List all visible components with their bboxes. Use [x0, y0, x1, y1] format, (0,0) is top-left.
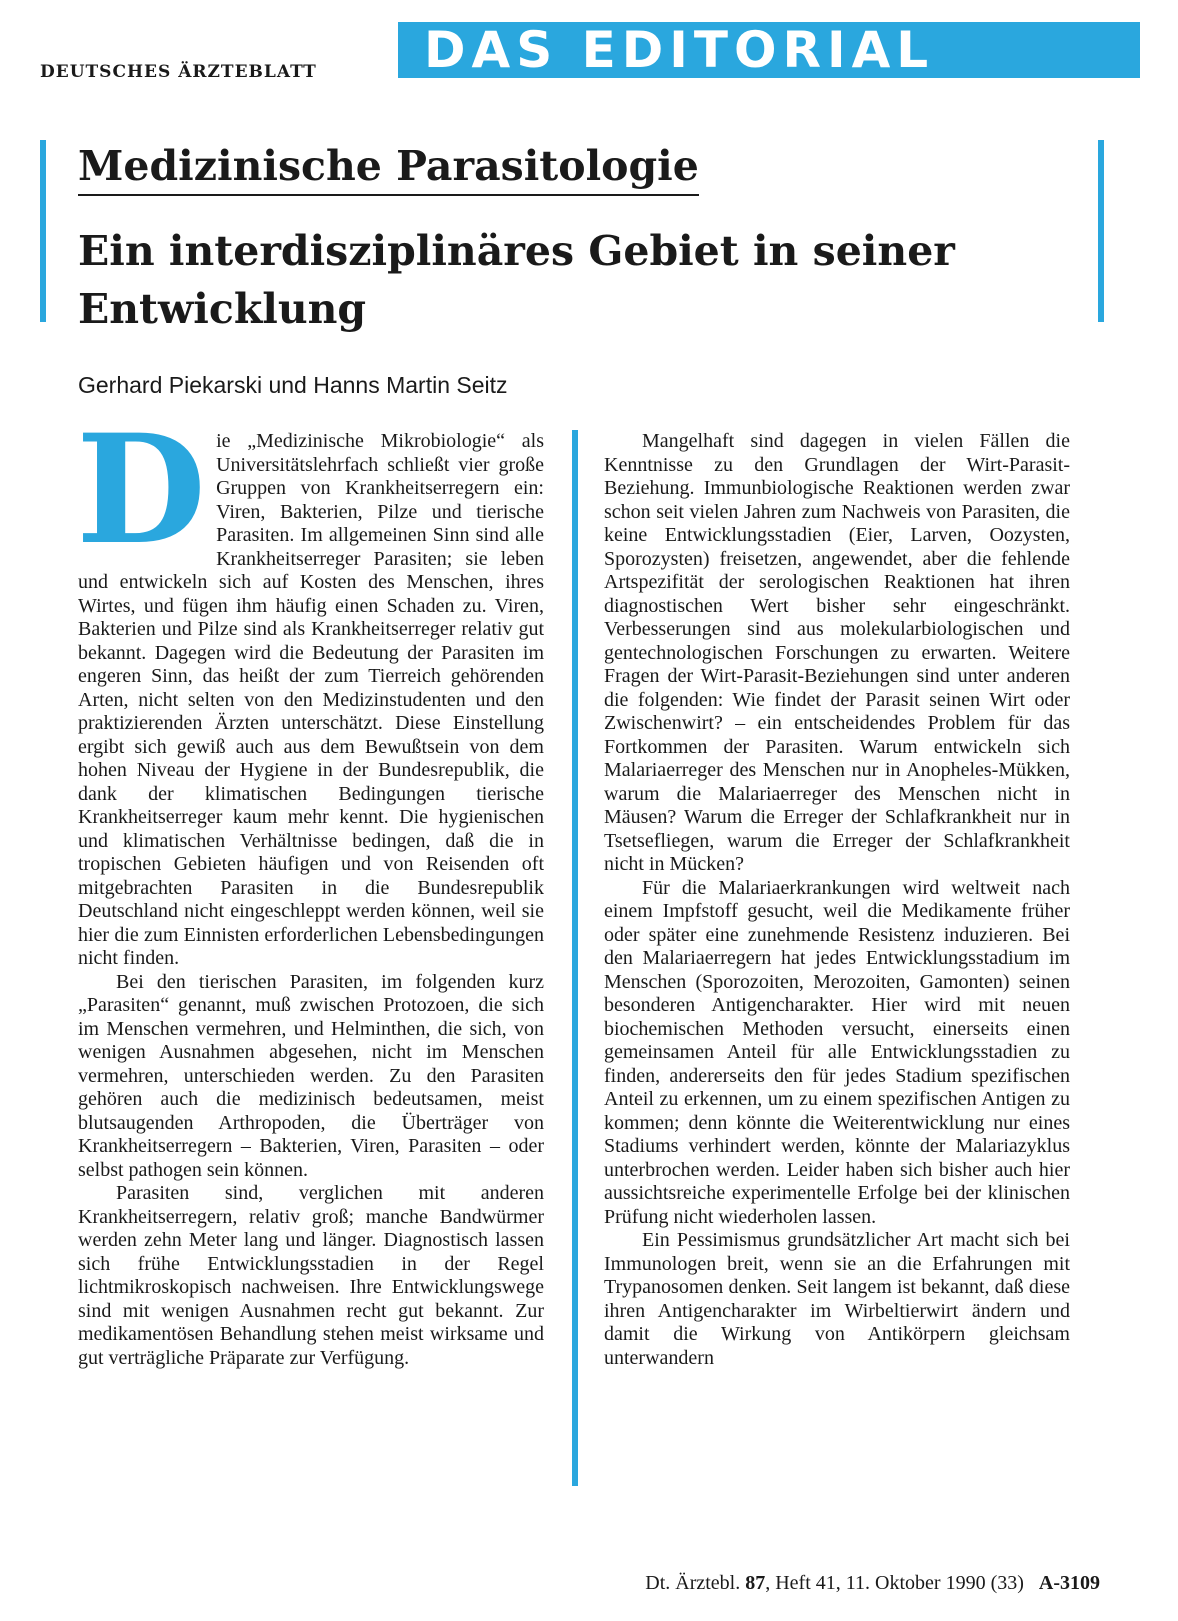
left-column	[76, 402, 544, 1370]
drop-cap: D	[76, 402, 207, 578]
paragraph: Mangelhaft sind dagegen in vielen Fällen die Kenntnisse zu den Grundlagen der Wirt-Parasit-Beziehung. Immunbiologische Reaktionen werden zwar schon seit vielen Jahren zum Nachweis von Parasiten, die keine Entwicklungsstadien (Eier, Larven, Oozysten, Sporozysten) freisetzen, angewendet, aber die fehlende Artspezifität der serologischen Reaktionen hat ihren diagnostischen Wert bisher sehr eingeschränkt. Verbesserungen sind aus molekularbiologischen und gentechnologischen Forschungen zu erwarten. Weitere Fragen der Wirt-Parasit-Beziehungen sind unter anderen die folgenden: Wie findet der Parasit seinen Wirt oder Zwischenwirt? – ein entscheidendes Problem für das Fortkommen der Parasiten. Warum entwickeln sich Malariaerreger des Menschen nur in Anopheles-Mükken, warum die Malariaerreger des Menschen nicht in Mäusen? Warum die Erreger der Schlafkrankheit nur in Tsetsefliegen, warum die Erreger der Schlafkrankheit nicht in Mücken?	[604, 430, 1070, 875]
section-banner: DAS EDITORIAL	[398, 22, 1140, 78]
citation-prefix: Dt. Ärztebl.	[645, 1572, 741, 1594]
page-number: A-3109	[1038, 1572, 1100, 1594]
page-footer	[645, 1572, 1100, 1595]
title-accent-bar-right	[1098, 140, 1104, 322]
paragraph: Für die Malariaerkrankungen wird weltweit nach einem Impfstoff gesucht, weil die Medikamente früher oder später eine zunehmende Resistenz induzieren. Bei den Malariaerregern hat jedes Entwicklungsstadium im Menschen (Sporozoiten, Merozoiten, Gamonten) seinen besonderen Antigencharakter. Hier wird mit neuen biochemischen Methoden versucht, einerseits einen gemeinsamen Anteil für alle Entwicklungsstadien zu finden, andererseits den für jedes Stadium spezifischen Anteil zu erkennen, um zu einem spezifischen Antigen zu kommen; denn könnte die Weiterentwicklung nur eines Stadiums verhindert werden, könnte der Malariazyklus unterbrochen werden. Leider haben sich bisher auch hier aussichtsreiche experimentelle Erfolge bei der klinischen Prüfung nicht wiederholen lassen.	[604, 876, 1070, 1228]
paragraph: Parasiten sind, verglichen mit anderen Krankheitserregern, relativ groß; manche Bandwürmer werden zehn Meter lang und länger. Diagnostisch lassen sich frühe Entwicklungsstadien in der Regel lichtmikroskopisch nachweisen. Ihre Entwicklungswege sind mit wenigen Ausnahmen recht gut bekannt. Zur medikamentösen Behandlung stehen meist wirksame und gut verträgliche Präparate zur Verfügung.	[78, 1182, 544, 1369]
paragraph: Ein Pessimismus grundsätzlicher Art macht sich bei Immunologen breit, wenn sie an die Erfahrungen mit Trypanosomen denken. Seit langem ist bekannt, daß diese ihren Antigencharakter im Wirbeltierwirt ändern und damit die Wirkung von Antikörpern gleichsam unterwandern	[604, 1229, 1070, 1369]
paragraph: Bei den tierischen Parasiten, im folgenden kurz „Parasiten“ genannt, muß zwischen Protozoen, die sich im Menschen vermehren, und Helminthen, die sich, von wenigen Ausnahmen abgesehen, nicht im Menschen vermehren, unterschieden werden. Zu den Parasiten gehören auch die medizinisch bedeutsamen, meist blutsaugenden Arthropoden, die Überträger von Krankheitserregern – Bakterien, Viren, Parasiten – oder selbst pathogen sein können.	[78, 970, 544, 1181]
right-column	[604, 430, 1070, 1370]
article-title: Medizinische Parasitologie	[78, 140, 699, 196]
title-accent-bar	[40, 140, 46, 322]
paragraph: ie „Medizinische Mikrobiologie“ als Universitätslehrfach schließt vier große Gruppen von Krankheitserregern ein: Viren, Bakterien, Pilze und tierische Parasiten. Im allgemeinen Sinn sind alle Krankheitserreger Parasiten; sie leben und entwickeln sich auf Kosten des Menschen, ihres Wirtes, und fügen ihm häufig einen Schaden zu. Viren, Bakterien und Pilze sind als Krankheitserreger relativ gut bekannt. Dagegen wird die Bedeutung der Parasiten im engeren Sinn, das heißt der zum Tierreich gehörenden Arten, nicht selten von den Medizinstudenten und den praktizierenden Ärzten unterschätzt. Diese Einstellung ergibt sich gewiß auch aus dem Bewußtsein von dem hohen Niveau der Hygiene in der Bundesrepublik, die dank der klimatischen Bedingungen tierische Krankheitserreger kaum mehr kennt. Die hygienischen und klimatischen Verhältnisse bedingen, daß die in tropischen Gebieten häufigen und von Reisenden oft mitgebrachten Parasiten in die Bundesrepublik Deutschland nicht eingeschleppt werden können, weil sie hier die zum Einnisten erforderlichen Lebensbedingungen nicht finden.	[78, 430, 544, 969]
citation-volume: 87	[745, 1572, 766, 1594]
article-subtitle: Ein interdisziplinäres Gebiet in seiner Entwicklung	[78, 227, 955, 333]
citation-details: , Heft 41, 11. Oktober 1990 (33)	[765, 1572, 1024, 1594]
article-authors: Gerhard Piekarski und Hanns Martin Seitz	[78, 372, 508, 398]
journal-name: DEUTSCHES ÄRZTEBLATT	[40, 62, 317, 82]
column-divider-bar	[572, 430, 578, 1486]
